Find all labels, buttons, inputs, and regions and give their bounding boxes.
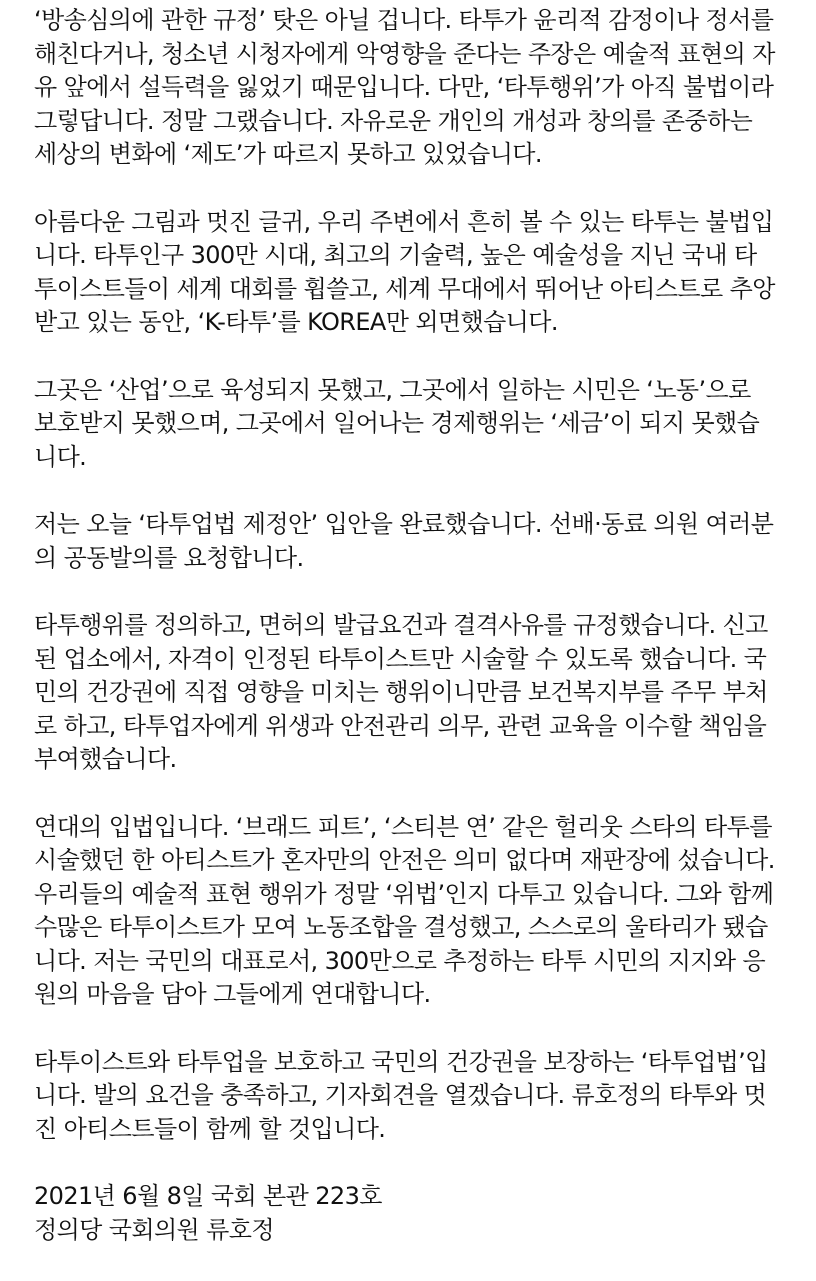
text-line: 아름다운 그림과 멋진 글귀, 우리 주변에서 흔히 볼 수 있는 타투는 불법입 xyxy=(34,207,774,236)
text-line: 니다. 타투인구 300만 시대, 최고의 기술력, 높은 예술성을 지닌 국내 타 xyxy=(34,241,757,269)
text-line: 진 아티스트들이 함께 할 것입니다. xyxy=(34,1114,386,1143)
text-line: 우리들의 예술적 표현 행위가 정말 ‘위법’인지 다투고 있습니다. 그와 함께 xyxy=(34,879,774,908)
text-line: 투이스트들이 세계 대회를 휩쓸고, 세계 무대에서 뛰어난 아티스트로 추앙 xyxy=(34,274,775,303)
paragraph-5 xyxy=(34,609,794,777)
text-line: 그렇답니다. 정말 그랬습니다. 자유로운 개인의 개성과 창의를 존중하는 xyxy=(34,106,753,135)
text-line: 타투행위를 정의하고, 면허의 발급요건과 결격사유를 규정했습니다. 신고 xyxy=(34,611,768,639)
text-line: 시술했던 한 아티스트가 혼자만의 안전은 의미 없다며 재판장에 섰습니다. xyxy=(34,846,775,874)
paragraph-2 xyxy=(34,206,794,340)
signature-author-line: 정의당 국회의원 류호정 xyxy=(34,1215,274,1244)
text-line: 로 하고, 타투업자에게 위생과 안전관리 의무, 관련 교육을 이수할 책임을 xyxy=(34,711,767,740)
paragraph-3 xyxy=(34,374,794,475)
text-line: 원의 마음을 담아 그들에게 연대합니다. xyxy=(34,980,431,1008)
paragraph-6 xyxy=(34,811,794,1012)
text-line: 니다. xyxy=(34,442,87,471)
paragraph-7 xyxy=(34,1046,794,1147)
text-line: ‘방송심의에 관한 규정’ 탓은 아닐 겁니다. 타투가 윤리적 감정이나 정서를 xyxy=(34,6,774,34)
text-line: 유 앞에서 설득력을 잃었기 때문입니다. 다만, ‘타투행위’가 아직 불법이라 xyxy=(34,73,774,101)
signature-block xyxy=(34,1180,794,1247)
text-line: 저는 오늘 ‘타투업법 제정안’ 입안을 완료했습니다. 선배·동료 의원 여러분 xyxy=(34,510,774,538)
paragraph-4 xyxy=(34,508,794,575)
text-line: 니다. 발의 요건을 충족하고, 기자회견을 열겠습니다. 류호정의 타투와 멋 xyxy=(34,1081,767,1109)
text-line: 수많은 타투이스트가 모여 노동조합을 결성했고, 스스로의 울타리가 됐습 xyxy=(34,913,768,941)
text-line: 니다. 저는 국민의 대표로서, 300만으로 추정하는 타투 시민의 지지와 응 xyxy=(34,946,766,975)
text-line: 해친다거나, 청소년 시청자에게 악영향을 준다는 주장은 예술적 표현의 자 xyxy=(34,39,775,68)
text-line: 된 업소에서, 자격이 인정된 타투이스트만 시술할 수 있도록 했습니다. 국 xyxy=(34,644,767,673)
text-line: 부여했습니다. xyxy=(34,745,177,773)
document-body xyxy=(34,4,794,1281)
text-line: 의 공동발의를 요청합니다. xyxy=(34,543,304,572)
text-line: 타투이스트와 타투업을 보호하고 국민의 건강권을 보장하는 ‘타투업법’입 xyxy=(34,1047,768,1076)
text-line: 그곳은 ‘산업’으로 육성되지 못했고, 그곳에서 일하는 시민은 ‘노동’으로 xyxy=(34,375,751,404)
text-line: 세상의 변화에 ‘제도’가 따르지 못하고 있었습니다. xyxy=(34,140,542,168)
text-line: 연대의 입법입니다. ‘브래드 피트’, ‘스티븐 연’ 같은 헐리웃 스타의 타투를 xyxy=(34,812,772,841)
paragraph-1 xyxy=(34,4,794,172)
signature-date-line: 2021년 6월 8일 국회 본관 223호 xyxy=(34,1182,382,1210)
text-line: 민의 건강권에 직접 영향을 미치는 행위이니만큼 보건복지부를 주무 부처 xyxy=(34,678,768,706)
text-line: 보호받지 못했으며, 그곳에서 일어나는 경제행위는 ‘세금’이 되지 못했습 xyxy=(34,409,760,437)
text-line: 받고 있는 동안, ‘K-타투’를 KOREA만 외면했습니다. xyxy=(34,308,558,336)
